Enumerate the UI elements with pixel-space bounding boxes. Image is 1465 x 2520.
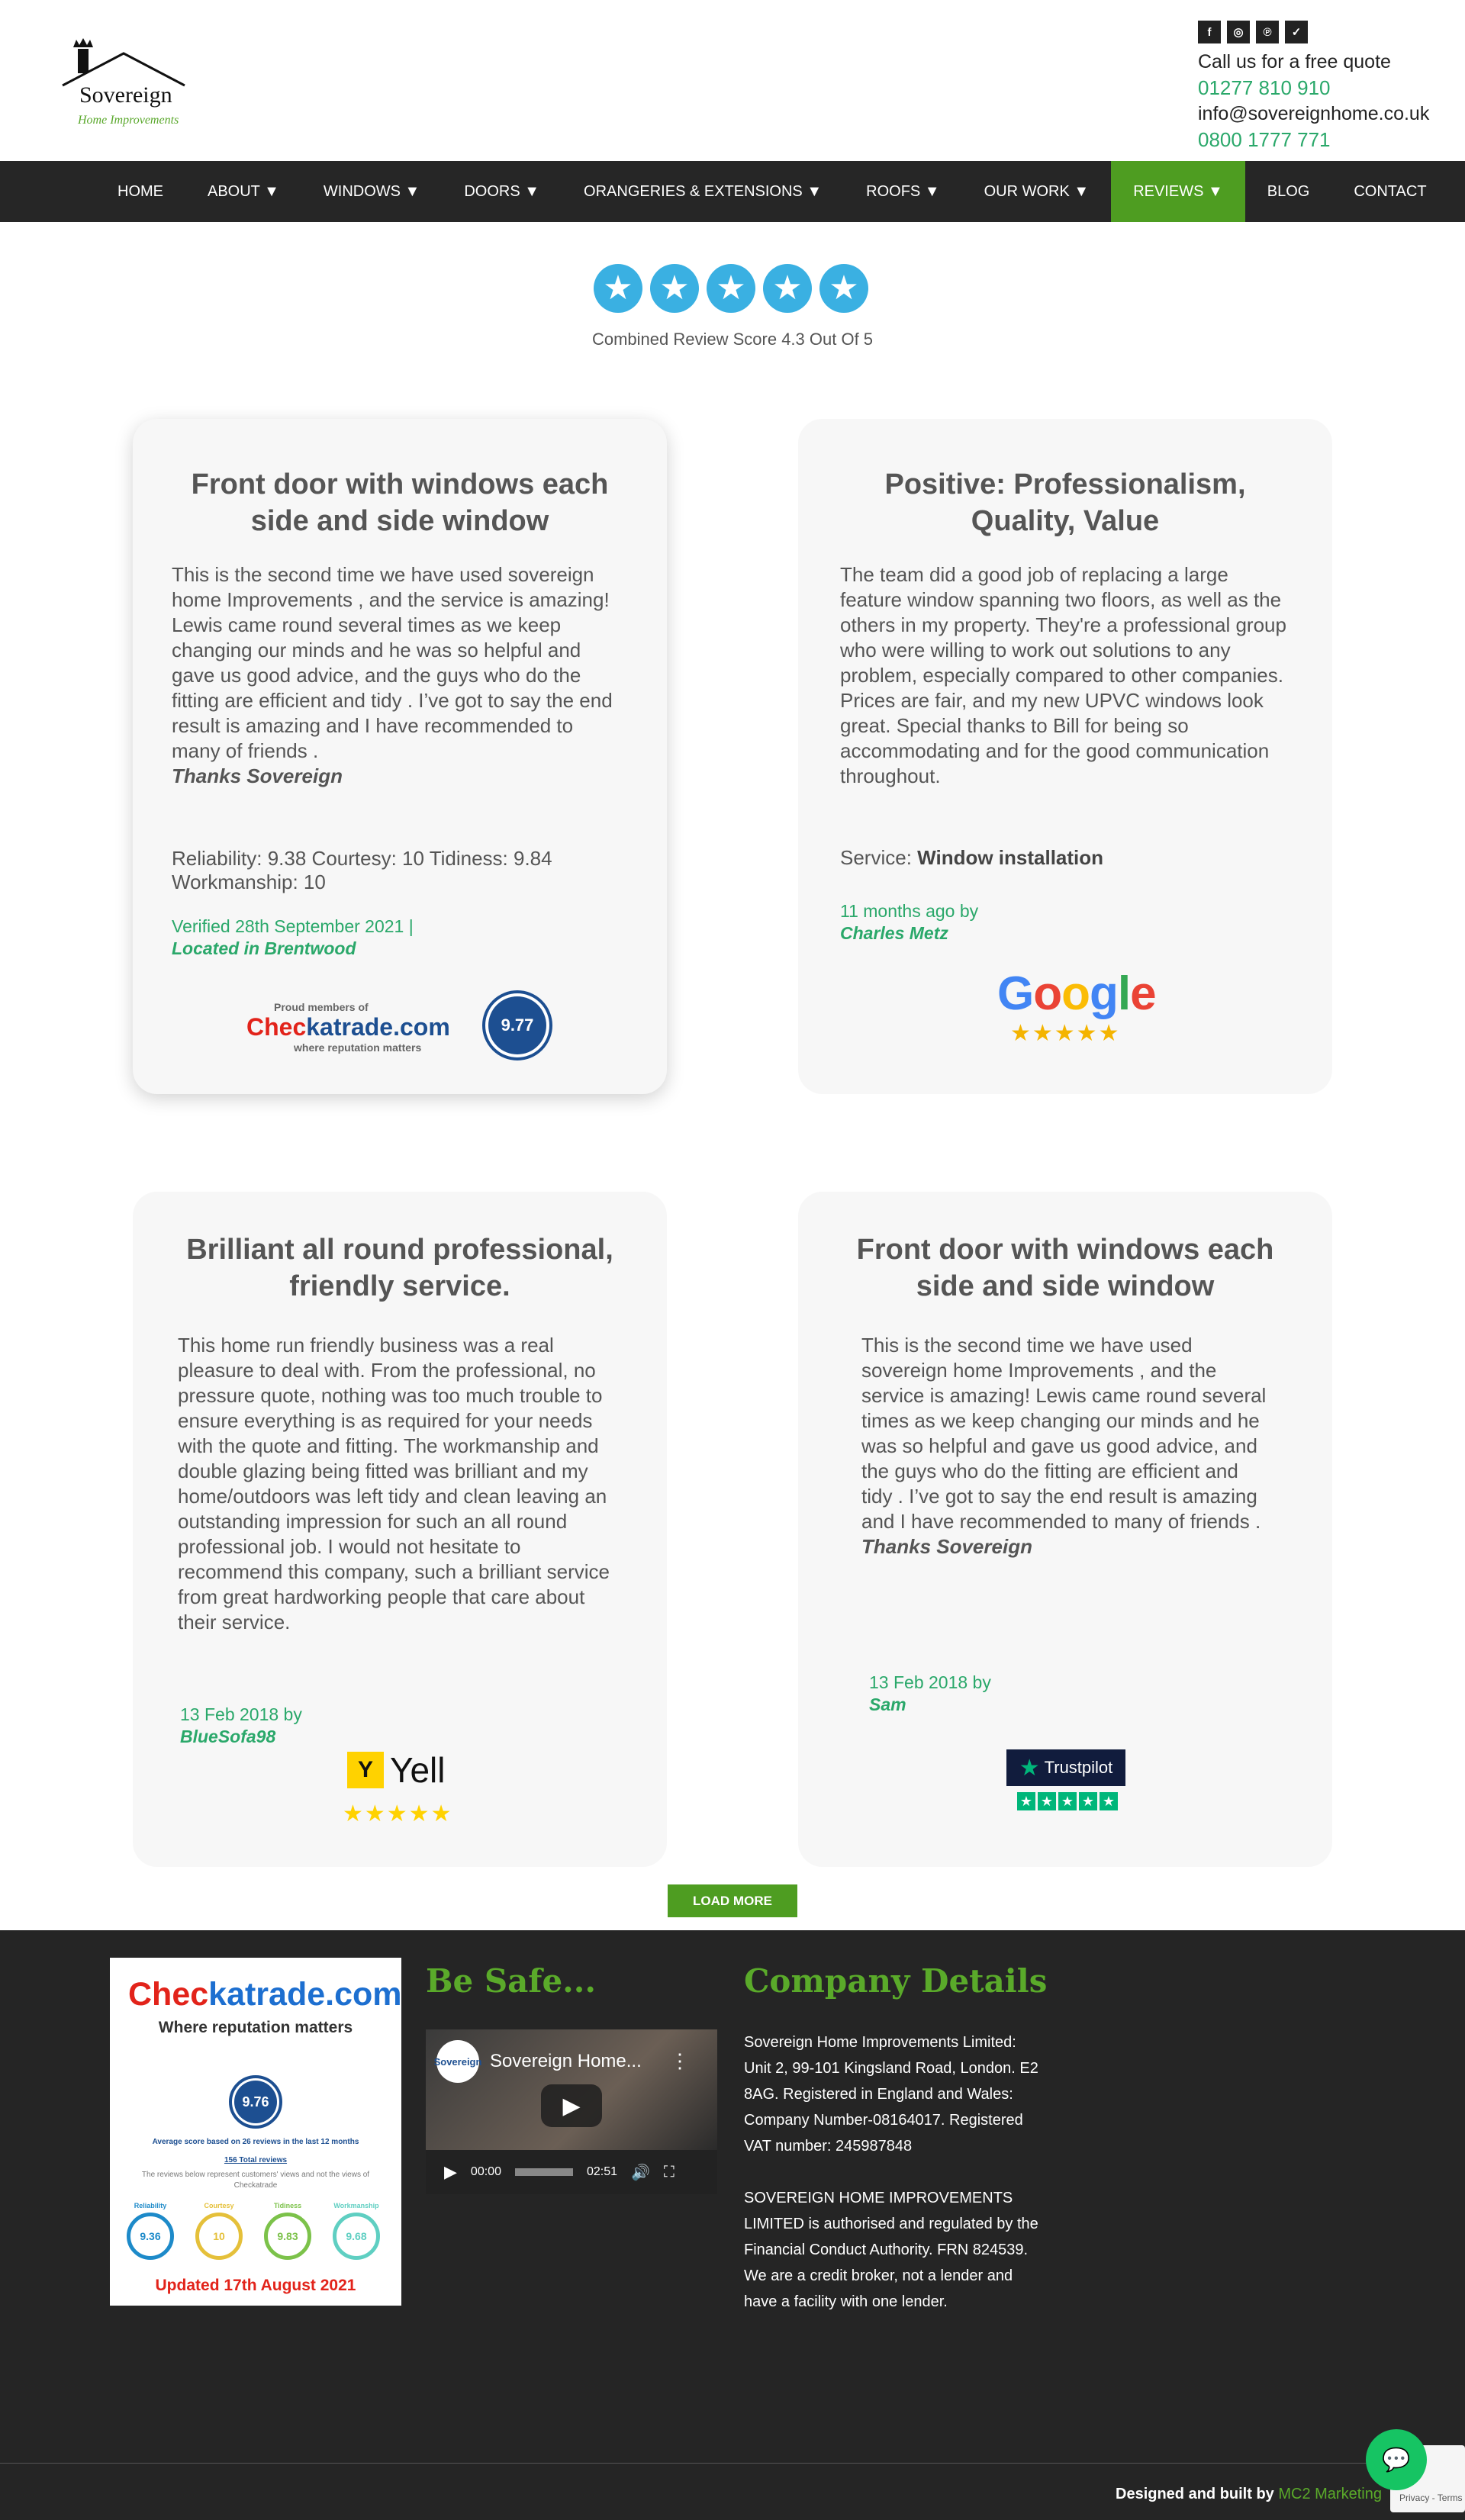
company-details (744, 2029, 1042, 2341)
logo-brand: Sovereign (79, 82, 172, 108)
score-ring-workmanship (333, 2202, 380, 2260)
review-text: This is the second time we have used sovereign home Improvements , and the service is amazing! Lewis came round several times as we keep changing our minds and he was so helpful and gave us good advice, and the guys who do the fitting are efficient and tidy . I’ve got to say the end result is amazing and I have recommended to many of friends . (861, 1334, 1267, 1533)
email-link[interactable]: info@sovereignhome.co.uk (1198, 103, 1430, 124)
video-player[interactable] (426, 2029, 717, 2194)
review-author: Charles Metz (840, 923, 948, 943)
video-progress-bar[interactable] (515, 2168, 573, 2176)
site-footer (0, 1930, 1465, 2520)
star-icon: ★ (707, 264, 755, 313)
more-options-icon[interactable]: ⋮ (670, 2049, 690, 2072)
checkatrade-tagline: Where reputation matters (158, 2019, 353, 2036)
review-title: Front door with windows each side and side window (191, 468, 609, 537)
checkatrade-proud: Proud members of (274, 1001, 369, 1013)
video-controls (426, 2150, 717, 2194)
ring-label: Tidiness (273, 2202, 302, 2209)
star-icon: ★ (1100, 1792, 1118, 1810)
ring-value: 9.68 (333, 2213, 380, 2260)
checkatrade-name-b: katrade.com (306, 1013, 450, 1041)
review-author: BlueSofa98 (180, 1727, 276, 1746)
nav-roofs[interactable]: ROOFS ▼ (866, 182, 940, 200)
star-icon: ★ (1038, 1792, 1056, 1810)
review-scores (172, 847, 552, 894)
trustpilot-logo (1006, 1749, 1125, 1786)
twitter-icon[interactable]: ✓ (1285, 21, 1308, 43)
site-credit (1116, 2486, 1382, 2503)
scores-line: Workmanship: 10 (172, 871, 326, 893)
checkatrade-score-badge (482, 990, 552, 1060)
nav-doors[interactable]: DOORS ▼ (464, 182, 540, 200)
channel-logo: Sovereign (436, 2040, 479, 2083)
checkatrade-footer-logo (128, 1976, 402, 2013)
be-safe-heading: Be Safe... (426, 1962, 597, 2000)
credit-text: Designed and built by (1116, 2486, 1274, 2502)
instagram-icon[interactable]: ◎ (1227, 21, 1250, 43)
checkatrade-widget[interactable] (110, 1958, 401, 2306)
star-icon: ★ (763, 264, 812, 313)
checkatrade-name-a: Chec (128, 1976, 209, 2013)
company-regulation: SOVEREIGN HOME IMPROVEMENTS LIMITED is authorised and regulated by the Financial Conduct Authority. FRN 824539. We are a credit broker, not a lender and have a facility with one lender. (744, 2190, 1038, 2310)
phone-link-1[interactable]: 01277 810 910 (1198, 76, 1331, 99)
ring-value: 10 (195, 2213, 243, 2260)
review-body (861, 1333, 1273, 1559)
nav-about[interactable]: ABOUT ▼ (208, 182, 279, 200)
nav-our-work[interactable]: OUR WORK ▼ (984, 182, 1090, 200)
review-meta (840, 900, 978, 945)
review-text: This is the second time we have used sovereign home Improvements , and the service is amazing! Lewis came round several times as we keep changing our minds and he was so helpful and gave us good advice, and the guys who do the fitting are efficient and tidy . I’ve got to say the end result is amazing and I have recommended to many of friends . (172, 563, 613, 762)
score-ring-courtesy (195, 2202, 243, 2260)
fullscreen-icon[interactable]: ⛶ (663, 2163, 675, 2180)
nav-reviews[interactable]: REVIEWS ▼ (1111, 161, 1245, 222)
review-body (172, 562, 622, 789)
play-button-icon[interactable]: ▶ (444, 2162, 457, 2181)
badge-value: 9.76 (234, 2081, 277, 2123)
review-meta (180, 1704, 302, 1748)
updated-date: Updated 17th August 2021 (155, 2277, 356, 2294)
rating-stars (594, 264, 868, 313)
facebook-icon[interactable]: f (1198, 21, 1221, 43)
google-logo: Google (997, 967, 1156, 1020)
volume-icon[interactable]: 🔊 (631, 2164, 650, 2181)
ring-label: Workmanship (333, 2202, 379, 2209)
scores-line: Reliability: 9.38 Courtesy: 10 Tidiness: 9.84 (172, 847, 552, 870)
video-current-time: 00:00 (470, 2165, 501, 2178)
credit-link[interactable]: MC2 Marketing (1278, 2486, 1382, 2502)
review-location: Located in Brentwood (172, 938, 356, 958)
yell-icon: Y (347, 1752, 384, 1788)
star-icon: ★ (1058, 1792, 1077, 1810)
load-more-button[interactable]: LOAD MORE (668, 1884, 797, 1917)
company-address: Sovereign Home Improvements Limited: Unit 2, 99-101 Kingsland Road, London. E2 8AG. Registered in England and Wales: Company Number-08164017. Registered VAT number: 245987848 (744, 2034, 1038, 2155)
yell-text: Yell (390, 1750, 446, 1790)
review-date: 11 months ago by (840, 901, 979, 921)
review-signoff: Thanks Sovereign (861, 1535, 1032, 1558)
score-ring-reliability (127, 2202, 174, 2260)
social-links (1198, 21, 1308, 43)
review-card (133, 1192, 667, 1867)
review-title: Positive: Professionalism, Quality, Value (884, 468, 1246, 537)
pinterest-icon[interactable]: ℗ (1256, 21, 1279, 43)
star-icon: ★ (819, 264, 868, 313)
review-card (133, 419, 667, 1094)
review-title: Brilliant all round professional, friendly service. (186, 1234, 613, 1302)
site-logo[interactable] (56, 38, 191, 130)
video-duration: 02:51 (586, 2165, 618, 2178)
company-details-heading: Company Details (744, 1962, 1048, 2000)
review-date: Verified 28th September 2021 | (172, 916, 414, 936)
score-ring-tidiness (264, 2202, 311, 2260)
header-contact (1198, 49, 1429, 153)
review-title: Front door with windows each side and side window (856, 1234, 1274, 1302)
yell-logo (347, 1749, 445, 1791)
checkatrade-score-badge (229, 2075, 282, 2129)
phone-link-2[interactable]: 0800 1777 771 (1198, 128, 1331, 151)
ring-label: Courtesy (204, 2202, 234, 2209)
footer-divider (0, 2463, 1465, 2464)
google-stars: ★★★★★ (1010, 1021, 1121, 1046)
trustpilot-stars (1017, 1792, 1118, 1810)
badge-value: 9.77 (488, 996, 546, 1054)
checkatrade-disclaimer: The reviews below represent customers' views and not the views of Checkatrade (141, 2171, 370, 2190)
site-header (0, 0, 1465, 161)
average-score-text: Average score based on 26 reviews in the last 12 months (152, 2138, 359, 2146)
review-meta (869, 1672, 991, 1716)
ring-value: 9.36 (127, 2213, 174, 2260)
checkatrade-name-b: katrade.com (208, 1976, 402, 2013)
recaptcha-links[interactable]: Privacy - Terms (1399, 2493, 1463, 2503)
star-icon: ★ (650, 264, 699, 313)
nav-home[interactable]: HOME (118, 182, 163, 200)
nav-blog[interactable]: BLOG (1267, 182, 1310, 200)
logo-subtitle: Home Improvements (78, 114, 179, 127)
combined-score: Combined Review Score 4.3 Out Of 5 (591, 330, 874, 349)
nav-orangeries[interactable]: ORANGERIES & EXTENSIONS ▼ (584, 182, 823, 200)
main-nav (0, 161, 1465, 222)
service-label: Service: (840, 846, 912, 869)
checkatrade-tag: where reputation matters (294, 1041, 422, 1054)
video-title[interactable]: Sovereign Home... (490, 2051, 642, 2071)
review-date: 13 Feb 2018 by (180, 1704, 302, 1724)
chat-icon[interactable]: 💬 (1366, 2429, 1427, 2490)
review-body: This home run friendly business was a real pleasure to deal with. From the professional, no pressure quote, nothing was too much trouble to ensure everything is as required for your needs with the quote and fitting. The workmanship and double glazing being fitted was brilliant and my home/outdoors was left tidy and clean leaving an outstanding impression for such an all round professional job. I would not hesitate to recommend this company, such a brilliant service from great hardworking people that care about their service. (178, 1334, 610, 1633)
yell-stars: ★★★★★ (343, 1801, 453, 1826)
review-body: The team did a good job of replacing a large feature window spanning two floors, as well as the others in my property. They're a professional group who were willing to work out solutions to any problem, especially compared to other companies. Prices are fair, and my new UPVC windows look great. Special thanks to Bill for being so accommodating and for the good communication throughout. (840, 563, 1286, 787)
nav-contact[interactable]: CONTACT (1354, 182, 1427, 200)
nav-windows[interactable]: WINDOWS ▼ (323, 182, 420, 200)
checkatrade-logo (246, 1001, 450, 1054)
star-icon: ★ (1079, 1792, 1097, 1810)
checkatrade-name-a: Chec (246, 1013, 307, 1041)
review-date: 13 Feb 2018 by (869, 1672, 991, 1692)
star-icon: ★ (1017, 1792, 1035, 1810)
review-service (840, 846, 1103, 870)
trustpilot-star-icon: ★ (1019, 1755, 1040, 1781)
ring-label: Reliability (134, 2202, 167, 2209)
call-text: Call us for a free quote (1198, 51, 1391, 72)
service-value: Window installation (917, 846, 1104, 869)
trustpilot-text: Trustpilot (1044, 1758, 1113, 1777)
review-card (798, 419, 1332, 1094)
review-card (798, 1192, 1332, 1867)
star-icon: ★ (594, 264, 642, 313)
review-meta (172, 916, 414, 960)
review-author: Sam (869, 1694, 906, 1714)
score-rings (127, 2202, 380, 2260)
play-icon[interactable]: ▶ (541, 2084, 602, 2127)
ring-value: 9.83 (264, 2213, 311, 2260)
review-signoff: Thanks Sovereign (172, 764, 343, 787)
total-reviews-link[interactable]: 156 Total reviews (224, 2156, 288, 2164)
